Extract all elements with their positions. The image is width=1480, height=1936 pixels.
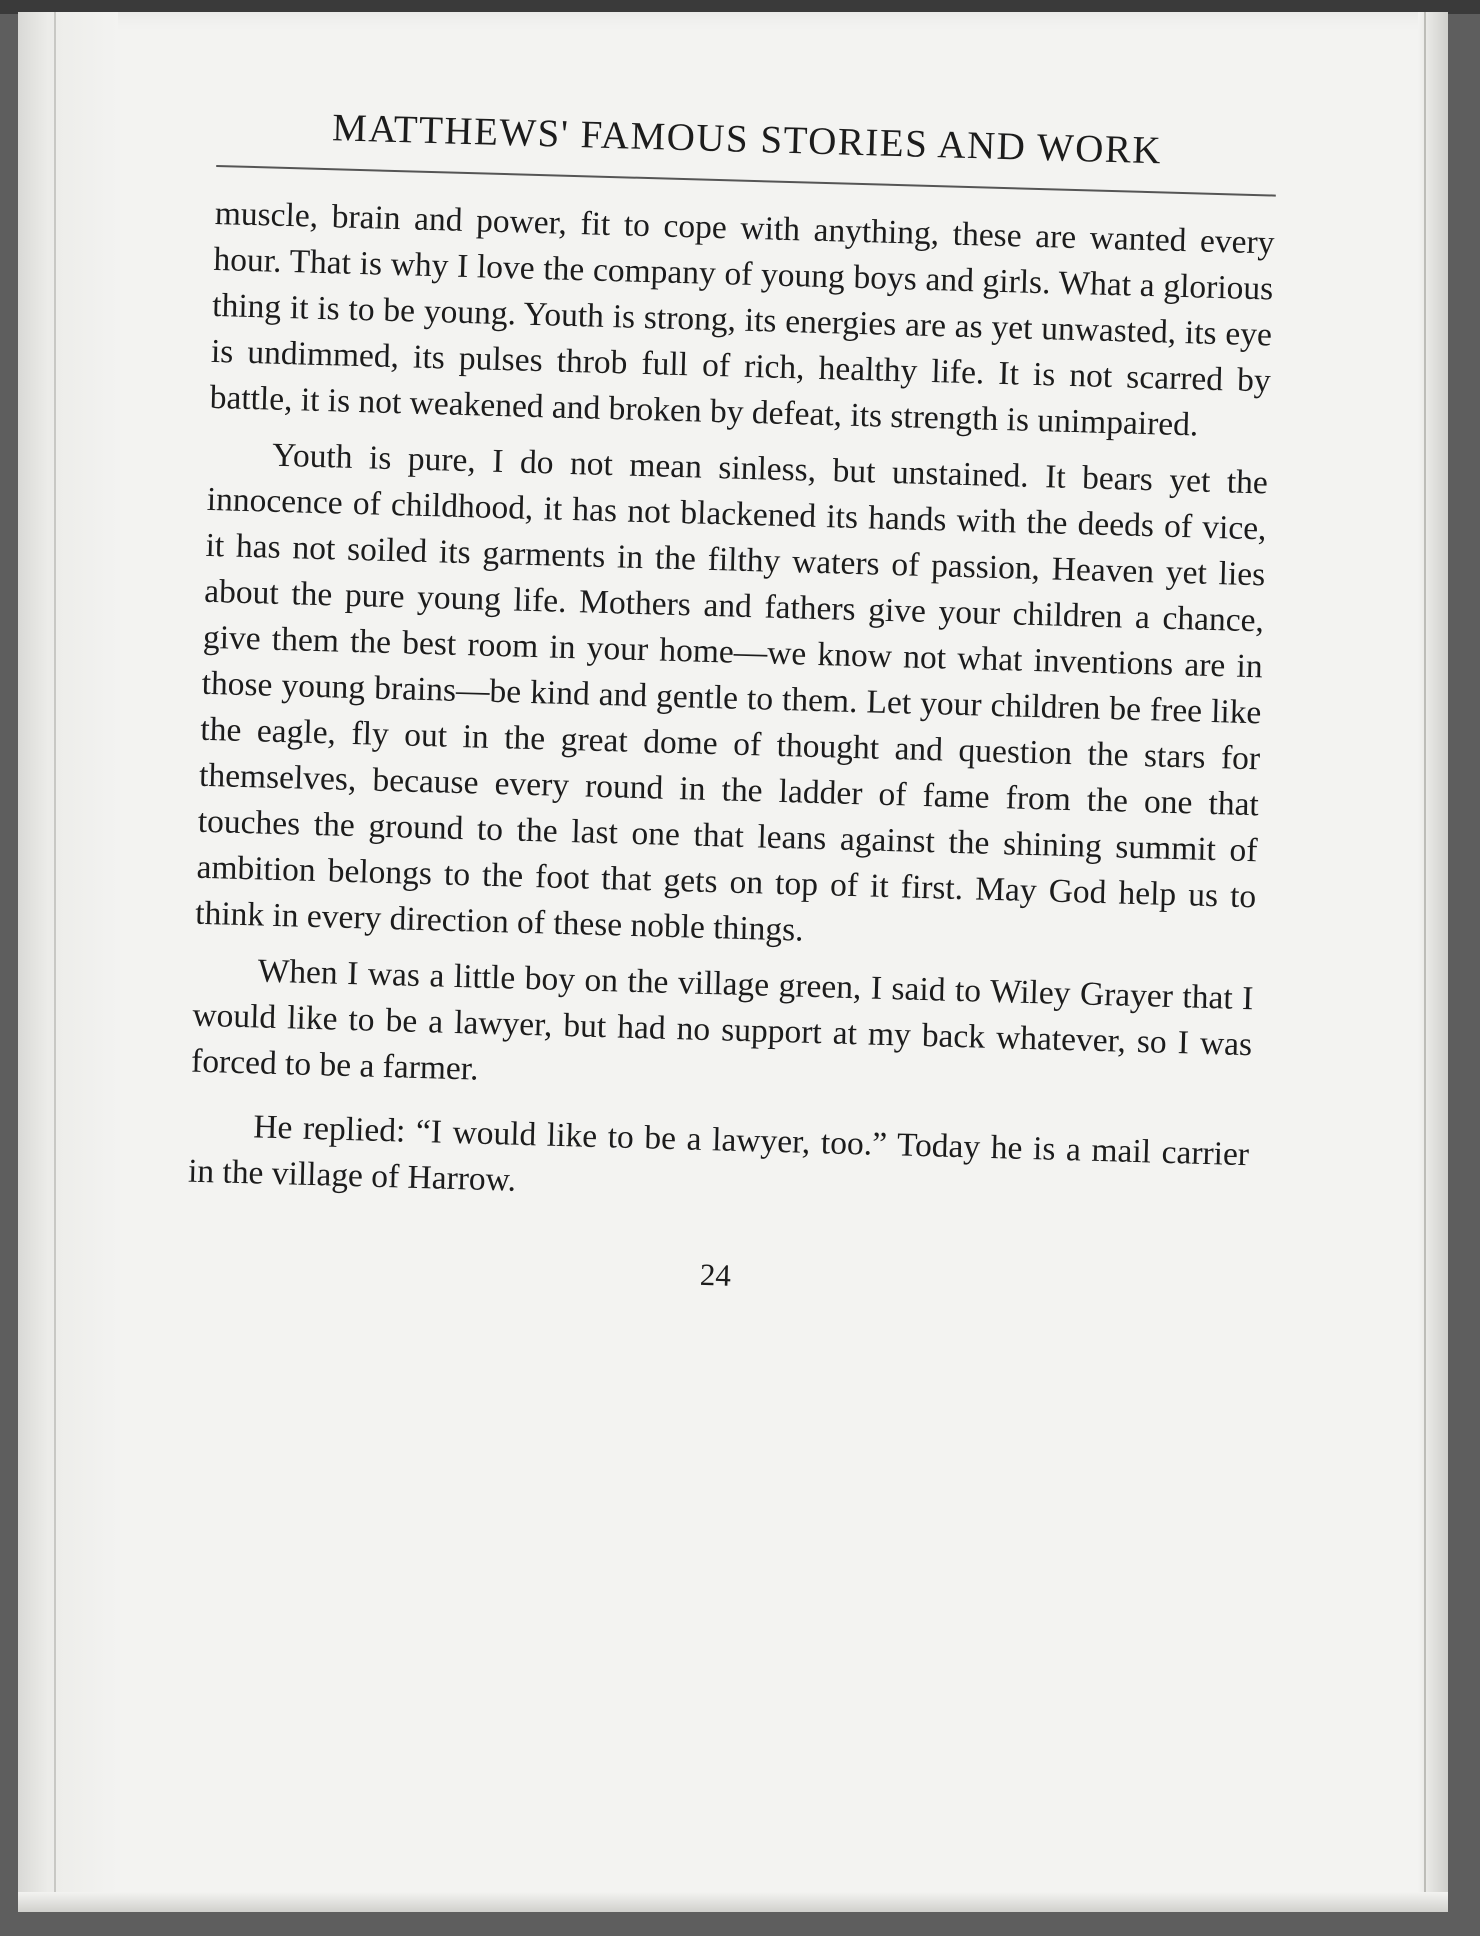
text-block <box>185 102 1277 1308</box>
page-binding-edge <box>18 12 118 1912</box>
paragraph-4: He replied: “I would like to be a lawyer, too.” Today he is a mail carrier in the village of Harrow. <box>187 1108 1250 1199</box>
page-bottom-edge <box>18 1892 1448 1912</box>
running-head: MATTHEWS' FAMOUS STORIES AND WORK <box>216 102 1277 197</box>
book-page <box>18 12 1448 1912</box>
body-text <box>187 191 1275 1224</box>
paragraph-2: Youth is pure, I do not mean sinless, but unstained. It bears yet the innocence of childhood, it has not blackened its hands with the deeds of vice, it has not soiled its garments in the filthy waters of passion, Heaven yet lies about the pure young life. Mothers and fathers give your children a chance, give them the best room in your home—we know not what inventions are in those young brains—be kind and gentle to them. Let your children be free like the eagle, fly out in the great dome of thought and question the stars for themselves, because every round in the ladder of fame from the one that touches the ground to the last one that leans against the shining summit of ambition belongs to the foot that gets on top of it first. May God help us to think in every direction of these noble things. <box>194 436 1269 949</box>
paragraph-3: When I was a little boy on the village green, I said to Wiley Grayer that I would like to be a lawyer, but had no support at my back whatever, so I was forced to be a farmer. <box>190 952 1254 1088</box>
page-outer-edge <box>1418 12 1448 1912</box>
page-number: 24 <box>699 1256 732 1293</box>
paragraph-1: muscle, brain and power, fit to cope with anything, these are wanted every hour. That is why I love the company of young boys and girls. What a glorious thing it is to be young. Youth is strong, its energies are as yet unwasted, its eye is undimmed, its pulses throb full of rich, healthy life. It is not scarred by battle, it is not weakened and broken by defeat, its strength is unimpaired. <box>209 194 1275 444</box>
